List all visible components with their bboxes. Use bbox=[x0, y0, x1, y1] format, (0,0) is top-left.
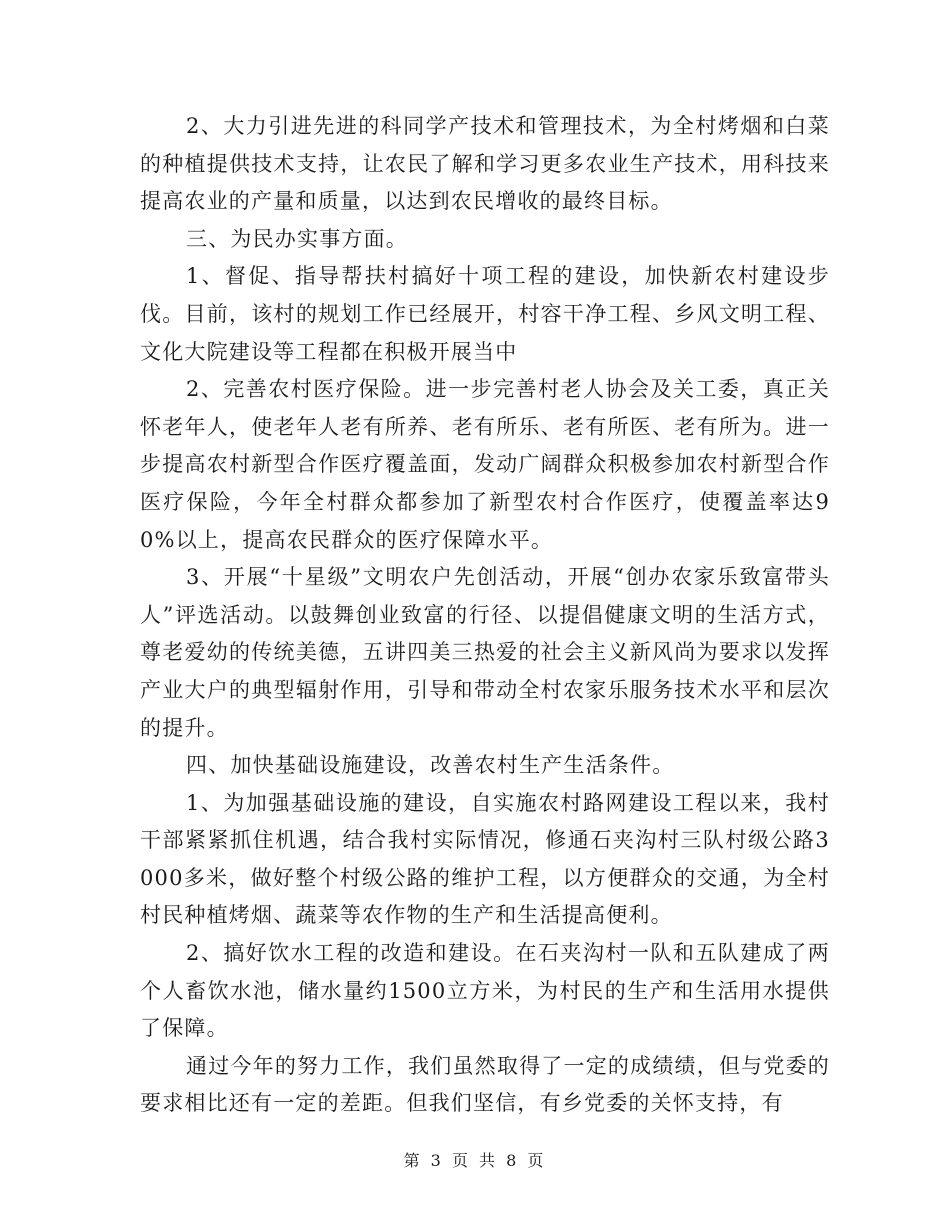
paragraph-1: 2、大力引进先进的科同学产技术和管理技术，为全村烤烟和白菜的种植提供技术支持，让农民了解和学习更多农业生产技术，用科技来提高农业的产量和质量，以达到农民增收的最终目标。 bbox=[140, 114, 830, 214]
paragraph-2: 三、为民办实事方面。 bbox=[186, 226, 408, 251]
paragraph-7: 1、为加强基础设施的建设，自实施农村路网建设工程以来，我村干部紧紧抓住机遇，结合我村实际情况，修通石夹沟村三队村级公路3000多米，做好整个村级公路的维护工程，以方便群众的交通，为全村村民种植烤烟、蔬菜等农作物的生产和生活提高便利。 bbox=[140, 790, 830, 928]
paragraph-3: 1、督促、指导帮扶村搞好十项工程的建设，加快新农村建设步伐。目前，该村的规划工作已经展开，村容干净工程、乡风文明工程、文化大院建设等工程都在积极开展当中 bbox=[140, 264, 830, 364]
paragraph-9: 通过今年的努力工作，我们虽然取得了一定的成绩绩，但与党委的要求相比还有一定的差距。但我们坚信，有乡党委的关怀支持，有 bbox=[140, 1053, 830, 1116]
document-body bbox=[140, 108, 830, 1123]
page-footer: 第 3 页 共 8 页 bbox=[403, 1151, 547, 1170]
paragraph-4: 2、完善农村医疗保险。进一步完善村老人协会及关工委，真正关怀老年人，使老年人老有所养、老有所乐、老有所医、老有所为。进一步提高农村新型合作医疗覆盖面，发动广阔群众积极参加农村新型合作医疗保险，今年全村群众都参加了新型农村合作医疗，使覆盖率达90%以上，提高农民群众的医疗保障水平。 bbox=[140, 377, 830, 552]
paragraph-5: 3、开展“十星级”文明农户先创活动，开展“创办农家乐致富带头人”评选活动。以鼓舞创业致富的行径、以提倡健康文明的生活方式，尊老爱幼的传统美德，五讲四美三热爱的社会主义新风尚为要求以发挥产业大户的典型辐射作用，引导和带动全村农家乐服务技术水平和层次的提升。 bbox=[140, 565, 830, 740]
paragraph-8: 2、搞好饮水工程的改造和建设。在石夹沟村一队和五队建成了两个人畜饮水池，储水量约1500立方米，为村民的生产和生活用水提供了保障。 bbox=[140, 941, 830, 1041]
paragraph-6: 四、加快基础设施建设，改善农村生产生活条件。 bbox=[186, 753, 675, 778]
